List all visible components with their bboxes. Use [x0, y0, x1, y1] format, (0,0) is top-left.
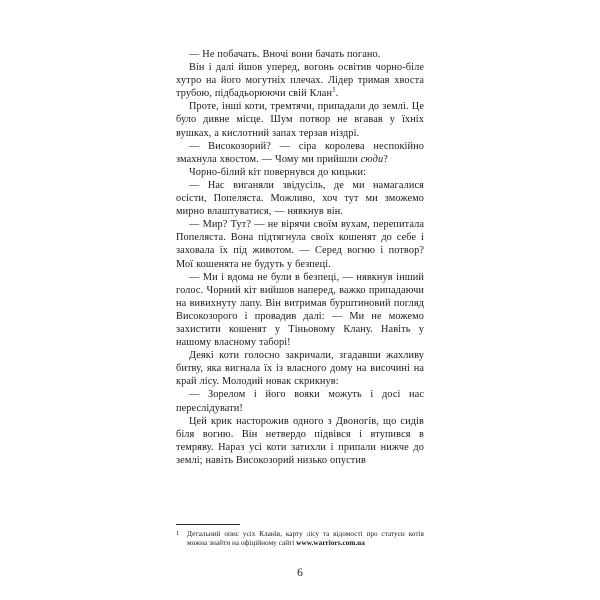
- body-text-column: [176, 48, 424, 467]
- footnote-website-link[interactable]: www.warriors.com.ua: [296, 538, 365, 548]
- footnote-reference-marker: 1: [332, 85, 336, 94]
- footnote-row: [176, 529, 424, 548]
- paragraph: — Ми і вдома не були в безпеці, — нявкнув інший голос. Чорний кіт вийшов наперед, важко припадаючи на вивихнуту лапу. Він витримав бурштиновий погляд Високозорого і провадив далі: — Ми не можемо захистити кошенят у Тіньовому Клану. Навіть у нашому власному таборі!: [176, 271, 424, 349]
- paragraph: Чорно-білий кіт повернувся до кицьки:: [189, 166, 367, 178]
- paragraph: Він і далі йшов уперед, вогонь освітив чорно-біле хутро на його могутніх плечах. Лідер тримав хвоста трубою, підбадьорюючи свій Клан$^1$.: [176, 62, 424, 100]
- footnote-separator-rule: [176, 524, 240, 525]
- paragraph: Проте, інші коти, тремтячи, припадали до землі. Це було дивне місце. Шум потвор не вгавав у їхніх вушках, а кислотний запах терзав ніздрі.: [176, 101, 424, 139]
- paragraph: — Не побачать. Вночі вони бачать погано.: [189, 49, 381, 60]
- paragraph: — Мир? Тут? — не вірячи своїм вухам, перепитала Попеляста. Вона підтягнула своїх кошенят до себе і заховала їх під животом. — Серед вогню і потвор? Мої кошенята не будуть у безпеці.: [176, 219, 424, 270]
- paragraph: — Нас виганяли звідусіль, де ми намагалися осісти, Попеляста. Можливо, хоч тут ми зможемо мирно влаштуватися, — нявкнув він.: [176, 179, 424, 218]
- paragraph: Цей крик насторожив одного з Двоногів, що сидів біля вогню. Він нетвердо підвівся і втупився в темряву. Нараз усі коти затихли і припали нижче до землі; навіть Високозорий низько опустив: [176, 415, 424, 466]
- footnote-area: [176, 524, 424, 548]
- paragraph: Деякі коти голосно закричали, згадавши жахливу битву, яка вигнала їх із власного дому на височині на край лісу. Молодий новак скрикнув:: [176, 350, 424, 388]
- footnote-text: [187, 529, 424, 548]
- paragraph-text: Він і далі йшов уперед, вогонь освітив чорно-біле хутро на його могутніх плечах. Лідер тримав хвоста трубою, підбадьорюючи свій Клан: [176, 62, 424, 100]
- emphasised-word: сюди: [360, 153, 384, 165]
- paragraph: — Високозорий? — сіра королева неспокійно змахнула хвостом. — Чому ми прийшли сюди?: [176, 140, 424, 165]
- footnote-number: 1: [176, 530, 180, 537]
- footnote-text-body: Детальний опис усіх Кланів, карту лісу та відомості про статуси котів можна знайти на офіційному сайті: [187, 529, 424, 548]
- page-number: 6: [297, 567, 303, 579]
- paragraph: — Зорелом і його вояки можуть і досі нас переслідувати!: [176, 389, 424, 414]
